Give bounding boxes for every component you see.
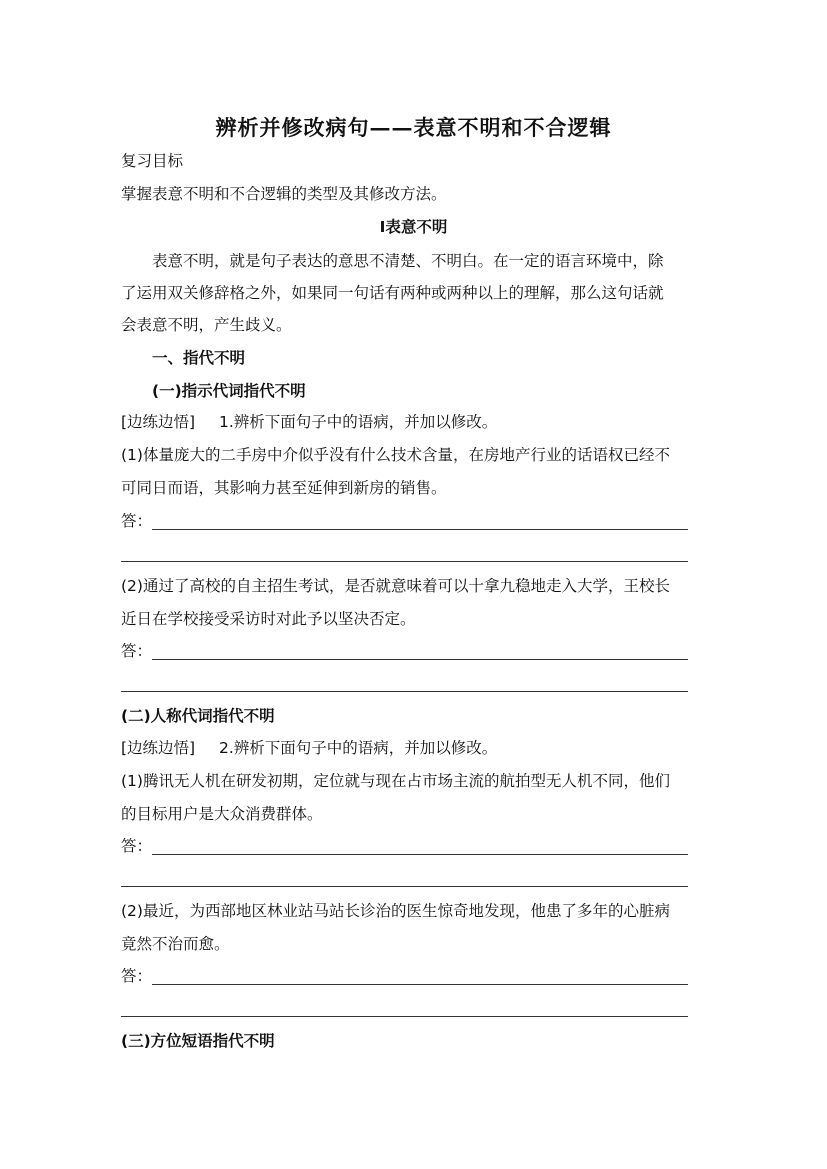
section-heading-ambiguity: Ⅰ表意不明 <box>379 218 448 236</box>
question-1-1-line-2: 可同日而语，其影响力甚至延伸到新房的销售。 <box>121 479 447 497</box>
sub-heading-locative-phrase: (三)方位短语指代不明 <box>121 1032 275 1050</box>
question-2-1-line-2: 的目标用户是大众消费群体。 <box>121 805 323 823</box>
answer-label: 答： <box>121 512 153 530</box>
answer-line[interactable] <box>152 659 688 660</box>
question-1-1-line-1: (1)体量庞大的二手房中介似乎没有什么技术含量，在房地产行业的话语权已经不 <box>121 446 670 464</box>
answer-line[interactable] <box>121 1016 688 1017</box>
practice-2-prompt <box>121 738 711 758</box>
practice-instruction: 2.辨析下面句子中的语病，并加以修改。 <box>218 739 498 757</box>
review-goal-text: 掌握表意不明和不合逻辑的类型及其修改方法。 <box>121 185 447 203</box>
sub-heading-reference-unclear: 一、指代不明 <box>152 349 246 367</box>
sub-heading-personal-pronoun: (二)人称代词指代不明 <box>121 707 275 725</box>
answer-label: 答： <box>121 967 153 985</box>
question-2-2-line-2: 竟然不治而愈。 <box>121 935 230 953</box>
answer-line[interactable] <box>121 561 688 562</box>
question-2-2-line-1: (2)最近，为西部地区林业站马站长诊治的医生惊奇地发现，他患了多年的心脏病 <box>121 902 670 920</box>
answer-label: 答： <box>121 837 153 855</box>
question-2-1-line-1: (1)腾讯无人机在研发初期，定位就与现在占市场主流的航拍型无人机不同，他们 <box>121 772 670 790</box>
intro-line-1: 表意不明，就是句子表达的意思不清楚、不明白。在一定的语言环境中，除 <box>152 252 664 270</box>
practice-tag: [边练边悟] <box>121 413 196 431</box>
practice-instruction: 1.辨析下面句子中的语病，并加以修改。 <box>218 413 498 431</box>
page-title: 辨析并修改病句——表意不明和不合逻辑 <box>215 115 612 140</box>
intro-line-2: 了运用双关修辞格之外，如果同一句话有两种或两种以上的理解，那么这句话就 <box>121 284 664 302</box>
practice-1-prompt <box>121 412 711 432</box>
answer-line[interactable] <box>152 854 688 855</box>
question-1-2-line-1: (2)通过了高校的自主招生考试，是否就意味着可以十拿九稳地走入大学，王校长 <box>121 577 670 595</box>
practice-tag: [边练边悟] <box>121 739 196 757</box>
review-goal-heading: 复习目标 <box>121 152 184 170</box>
answer-line[interactable] <box>152 984 688 985</box>
question-1-2-line-2: 近日在学校接受采访时对此予以坚决否定。 <box>121 610 416 628</box>
answer-label: 答： <box>121 642 153 660</box>
answer-line[interactable] <box>121 691 688 692</box>
answer-line[interactable] <box>152 529 688 530</box>
answer-line[interactable] <box>121 886 688 887</box>
intro-line-3: 会表意不明，产生歧义。 <box>121 316 292 334</box>
sub-heading-demonstrative-pronoun: (一)指示代词指代不明 <box>152 382 306 400</box>
